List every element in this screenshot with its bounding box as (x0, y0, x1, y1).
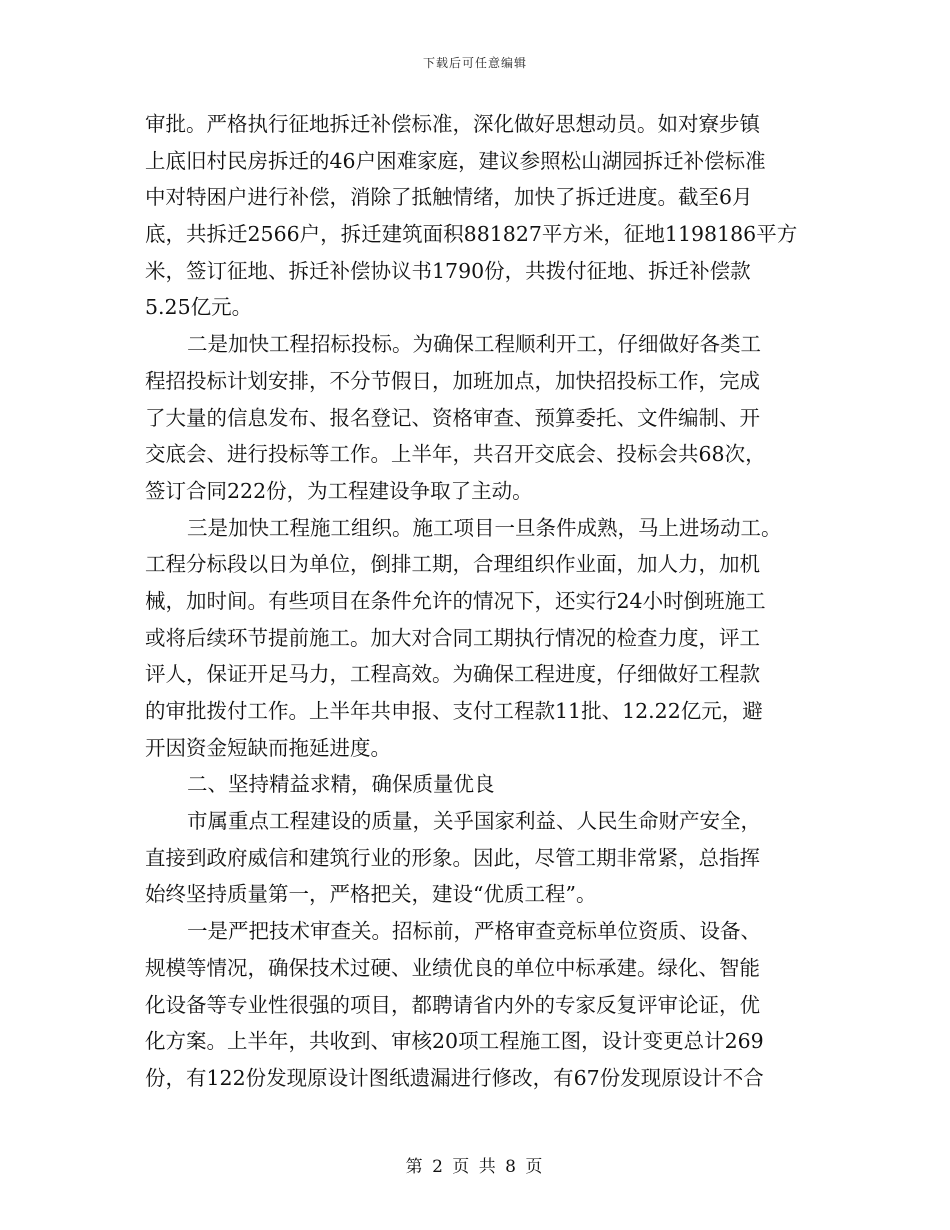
text-line: 开因资金短缺而拖延进度。 (145, 735, 391, 760)
text-line: 的审批拨付工作。上半年共申报、支付工程款11批、12.22亿元，避 (145, 699, 763, 723)
text-line: 米，签订征地、拆迁补偿协议书1790份，共拨付征地、拆迁补偿款 (145, 258, 751, 283)
text-line: 底，共拆迁2566户，拆迁建筑面积881827平方米，征地1198186平方 (145, 222, 798, 247)
text-line: 中对特困户进行补偿，消除了抵触情绪，加快了拆迁进度。截至6月 (145, 185, 753, 210)
text-line: 二是加快工程招标投标。为确保工程顺利开工，仔细做好各类工 (187, 332, 761, 357)
text-line: 工程分标段以日为单位，倒排工期，合理组织作业面，加人力，加机 (145, 552, 760, 577)
text-line: 始终坚持质量第一，严格把关，建设“优质工程”。 (145, 882, 597, 907)
text-line: 了大量的信息发布、报名登记、资格审查、预算委托、文件编制、开 (145, 405, 760, 430)
text-line: 市属重点工程建设的质量，关乎国家利益、人民生命财产安全， (187, 809, 761, 834)
text-line: 三是加快工程施工组织。施工项目一旦条件成熟，马上进场动工。 (187, 515, 782, 540)
text-line: 评人，保证开足马力，工程高效。为确保工程进度，仔细做好工程款 (145, 662, 760, 687)
text-line: 规模等情况，确保技术过硬、业绩优良的单位中标承建。绿化、智能 (145, 955, 760, 980)
text-line: 化方案。上半年，共收到、审核20项工程施工图，设计变更总计269 (145, 1029, 764, 1054)
document-body (145, 106, 809, 1097)
text-line: 审批。严格执行征地拆迁补偿标准，深化做好思想动员。如对寮步镇 (145, 112, 760, 136)
text-line: 份，有122份发现原设计图纸遗漏进行修改，有67份发现原设计不合 (145, 1065, 764, 1090)
text-line: 一是严把技术审查关。招标前，严格审查竞标单位资质、设备、 (187, 919, 761, 944)
text-line: 化设备等专业性很强的项目，都聘请省内外的专家反复评审论证，优 (145, 992, 760, 1017)
text-line: 或将后续环节提前施工。加大对合同工期执行情况的检查力度，评工 (145, 625, 760, 650)
text-line: 交底会、进行投标等工作。上半年，共召开交底会、投标会共68次， (145, 442, 766, 467)
text-line: 签订合同222份，为工程建设争取了主动。 (145, 478, 533, 503)
page-footer: 第 2 页 共 8 页 (405, 1157, 545, 1177)
text-line: 5.25亿元。 (145, 295, 253, 320)
text-line: 二、坚持精益求精，确保质量优良 (187, 772, 495, 797)
text-line: 械，加时间。有些项目在条件允许的情况下，还实行24小时倒班施工 (145, 588, 766, 613)
text-line: 上底旧村民房拆迁的46户困难家庭，建议参照松山湖园拆迁补偿标准 (145, 148, 766, 173)
text-line: 直接到政府威信和建筑行业的形象。因此，尽管工期非常紧，总指挥 (145, 845, 760, 870)
page-header-note: 下载后可任意编辑 (422, 56, 527, 70)
text-line: 程招投标计划安排，不分节假日，加班加点，加快招投标工作，完成 (145, 368, 760, 393)
